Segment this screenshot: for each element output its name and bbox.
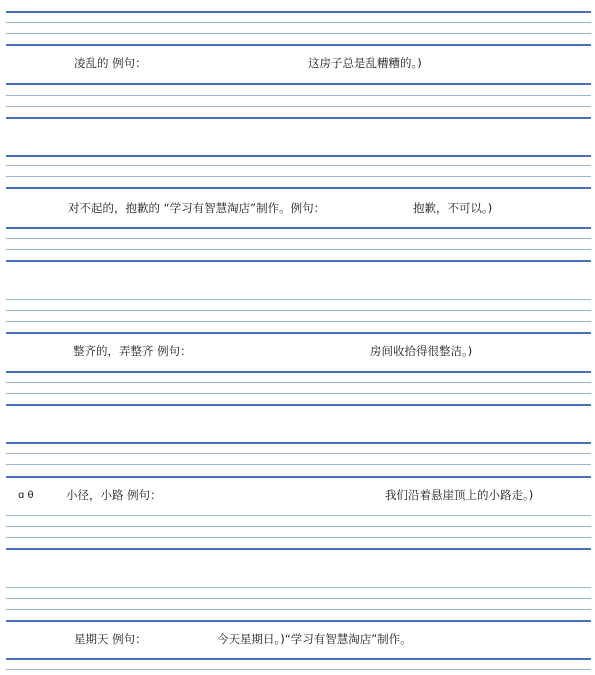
rule-line: [6, 227, 591, 229]
phonetic-prefix: ɑ θ: [18, 490, 34, 501]
rule-line: [6, 176, 591, 177]
rule-line: [6, 537, 591, 538]
rule-line: [6, 44, 591, 46]
entry-example: 我们沿着悬崖顶上的小路走。): [385, 488, 534, 502]
rule-line: [6, 658, 591, 660]
rule-line: [6, 404, 591, 406]
rule-line: [6, 106, 591, 107]
rule-line: [6, 620, 591, 622]
rule-line: [6, 22, 591, 23]
rule-line: [6, 669, 591, 670]
entry-example: 这房子总是乱糟糟的。): [308, 56, 422, 70]
rule-line: [6, 11, 591, 13]
rule-line: [6, 587, 591, 588]
rule-line: [6, 33, 591, 34]
rule-line: [6, 310, 591, 311]
rule-line: [6, 548, 591, 550]
entry-definition: 对不起的，抱歉的 “学习有智慧淘店”制作。例句：: [68, 201, 326, 215]
rule-line: [6, 187, 591, 189]
rule-line: [6, 371, 591, 373]
rule-line: [6, 453, 591, 454]
rule-line: [6, 117, 591, 119]
rule-line: [6, 464, 591, 465]
rule-line: [6, 598, 591, 599]
rule-line: [6, 238, 591, 239]
rule-line: [6, 476, 591, 478]
rule-line: [6, 382, 591, 383]
rule-line: [6, 332, 591, 334]
rule-line: [6, 249, 591, 250]
rule-line: [6, 165, 591, 166]
rule-line: [6, 393, 591, 394]
entry-definition: 凌乱的 例句：: [74, 56, 147, 70]
rule-line: [6, 83, 591, 85]
rule-line: [6, 526, 591, 527]
rule-line: [6, 515, 591, 516]
entry-definition: 整齐的，弄整齐 例句：: [73, 344, 192, 358]
entry-definition: 小径，小路 例句：: [66, 488, 162, 502]
rule-line: [6, 155, 591, 157]
rule-line: [6, 321, 591, 322]
rule-line: [6, 442, 591, 444]
entry-example: 今天星期日。)“学习有智慧淘店”制作。: [217, 632, 412, 646]
entry-example: 房间收拾得很整洁。): [370, 344, 473, 358]
rule-line: [6, 609, 591, 610]
rule-line: [6, 95, 591, 96]
rule-line: [6, 299, 591, 300]
entry-example: 抱歉，不可以。): [413, 201, 493, 215]
entry-definition: 星期天 例句：: [74, 632, 147, 646]
rule-line: [6, 260, 591, 262]
